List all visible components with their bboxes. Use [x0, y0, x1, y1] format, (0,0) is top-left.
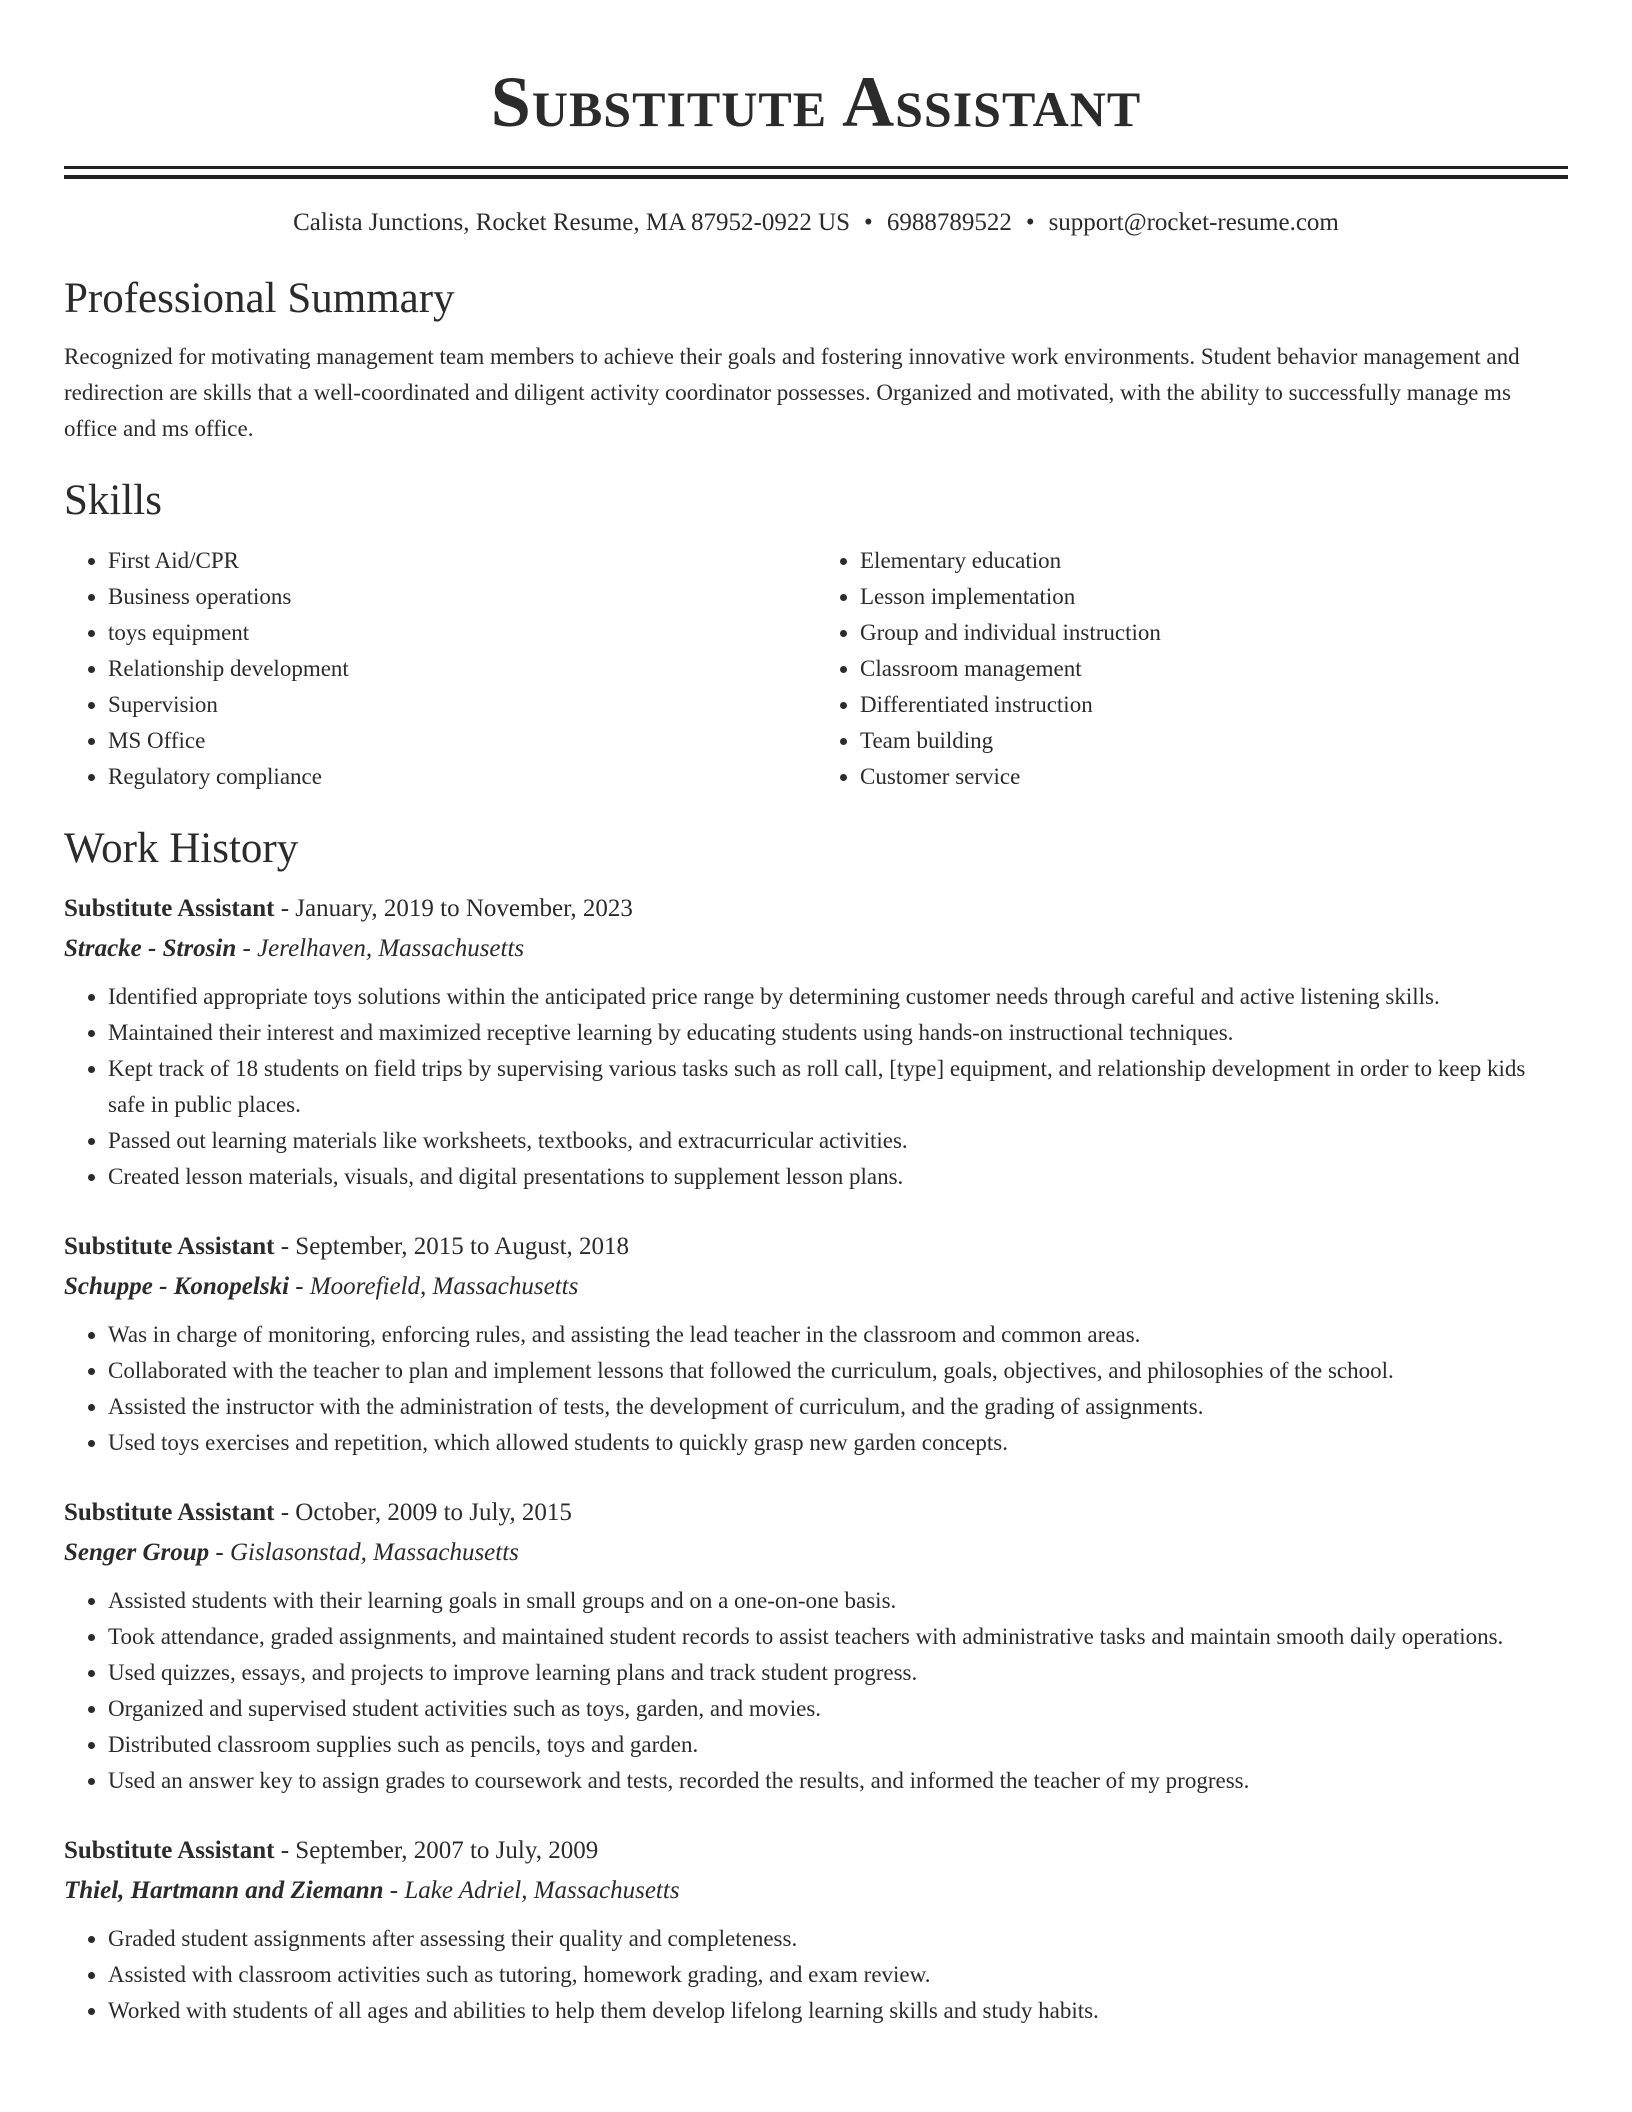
- job-company-line: [64, 1871, 1568, 1911]
- job-bullet: • Worked with students of all ages and abilities to help them develop lifelong learning skills and study habits.: [108, 1993, 1568, 2029]
- job-bullet: • Organized and supervised student activities such as toys, garden, and movies.: [108, 1691, 1568, 1727]
- job-entry: [64, 1831, 1568, 2029]
- job-dates: - September, 2007 to July, 2009: [274, 1837, 599, 1864]
- job-bullet: • Assisted the instructor with the administration of tests, the development of curriculum, and the grading of assignments.: [108, 1389, 1568, 1425]
- contact-separator: •: [1025, 209, 1035, 236]
- skills-heading: Skills: [64, 477, 162, 524]
- title-divider-top: [64, 166, 1568, 169]
- job-entry: [64, 1493, 1568, 1799]
- job-company-line: [64, 1267, 1568, 1307]
- skill-item: • toys equipment: [108, 615, 816, 651]
- skill-item: • Group and individual instruction: [860, 615, 1568, 651]
- job-bullet: • Used quizzes, essays, and projects to improve learning plans and track student progress.: [108, 1655, 1568, 1691]
- job-title: Substitute Assistant: [64, 1837, 275, 1864]
- job-entry: [64, 1227, 1568, 1461]
- job-title: Substitute Assistant: [64, 1233, 275, 1260]
- job-bullet: • Was in charge of monitoring, enforcing rules, and assisting the lead teacher in the classroom and common areas.: [108, 1317, 1568, 1353]
- job-location: - Lake Adriel, Massachusetts: [383, 1877, 680, 1904]
- job-company: Thiel, Hartmann and Ziemann: [64, 1877, 384, 1904]
- skill-item: • Team building: [860, 723, 1568, 759]
- skill-item: • Elementary education: [860, 543, 1568, 579]
- job-location: - Gislasonstad, Massachusetts: [209, 1539, 519, 1566]
- job-company: Senger Group: [64, 1539, 210, 1566]
- job-title-line: [64, 889, 1568, 929]
- job-dates: - October, 2009 to July, 2015: [274, 1499, 572, 1526]
- contact-separator: •: [864, 209, 873, 236]
- job-bullets: [64, 1921, 1568, 2029]
- job-bullet: • Used an answer key to assign grades to coursework and tests, recorded the results, and informed the teacher of my progress.: [108, 1763, 1568, 1799]
- job-bullets: [64, 979, 1568, 1195]
- skill-item: • First Aid/CPR: [108, 543, 816, 579]
- job-bullet: • Created lesson materials, visuals, and digital presentations to supplement lesson plans.: [108, 1159, 1568, 1195]
- skill-item: • Supervision: [108, 687, 816, 723]
- job-company-line: [64, 1533, 1568, 1573]
- job-bullets: [64, 1583, 1568, 1799]
- job-company: Stracke - Strosin: [64, 935, 237, 962]
- skills-list-right: [816, 543, 1568, 795]
- job-title: Substitute Assistant: [64, 895, 275, 922]
- job-bullets: [64, 1317, 1568, 1461]
- contact-line: [64, 205, 1568, 241]
- job-bullet: • Took attendance, graded assignments, and maintained student records to assist teachers with administrative tasks and maintain smooth daily operations.: [108, 1619, 1568, 1655]
- job-bullet: • Kept track of 18 students on field trips by supervising various tasks such as roll call, [type] equipment, and relationship development in order to keep kids safe in public places.: [108, 1051, 1568, 1123]
- summary-heading: Professional Summary: [64, 275, 455, 322]
- job-location: - Moorefield, Massachusetts: [289, 1273, 579, 1300]
- job-bullet: • Assisted with classroom activities such as tutoring, homework grading, and exam review.: [108, 1957, 1568, 1993]
- job-bullet: • Maintained their interest and maximized receptive learning by educating students using hands-on instructional techniques.: [108, 1015, 1568, 1051]
- job-entry: [64, 889, 1568, 1195]
- job-title-line: [64, 1227, 1568, 1267]
- job-title-line: [64, 1831, 1568, 1871]
- skill-item: • Relationship development: [108, 651, 816, 687]
- skill-item: • Lesson implementation: [860, 579, 1568, 615]
- contact-phone: 6988789522: [886, 209, 1012, 236]
- job-dates: - September, 2015 to August, 2018: [274, 1233, 630, 1260]
- job-bullet: • Passed out learning materials like worksheets, textbooks, and extracurricular activities.: [108, 1123, 1568, 1159]
- job-bullet: • Used toys exercises and repetition, which allowed students to quickly grasp new garden concepts.: [108, 1425, 1568, 1461]
- job-title-line: [64, 1493, 1568, 1533]
- skill-item: • Business operations: [108, 579, 816, 615]
- job-bullet: • Identified appropriate toys solutions within the anticipated price range by determining customer needs through careful and active listening skills.: [108, 979, 1568, 1015]
- contact-email[interactable]: support@rocket-resume.com: [1048, 209, 1339, 236]
- job-bullet: • Assisted students with their learning goals in small groups and on a one-on-one basis.: [108, 1583, 1568, 1619]
- skill-item: • MS Office: [108, 723, 816, 759]
- contact-address: Calista Junctions, Rocket Resume, MA 87952-0922 US: [293, 209, 851, 236]
- job-location: - Jerelhaven, Massachusetts: [236, 935, 525, 962]
- skill-item: • Differentiated instruction: [860, 687, 1568, 723]
- job-bullet: • Collaborated with the teacher to plan and implement lessons that followed the curriculum, goals, objectives, and philosophies of the school.: [108, 1353, 1568, 1389]
- job-dates: - January, 2019 to November, 2023: [274, 895, 633, 922]
- skills-list-left: [64, 543, 816, 795]
- job-company: Schuppe - Konopelski: [64, 1273, 290, 1300]
- skill-item: • Classroom management: [860, 651, 1568, 687]
- title-divider-bottom: [64, 175, 1568, 179]
- job-bullet: • Distributed classroom supplies such as pencils, toys and garden.: [108, 1727, 1568, 1763]
- job-title: Substitute Assistant: [64, 1499, 275, 1526]
- summary-text: Recognized for motivating management team members to achieve their goals and fostering innovative work environments. Student behavior management and redirection are skills that a well-coordinated and diligent activity coordinator possesses. Organized and motivated, with the ability to successfully manage ms office and ms office.: [64, 344, 1520, 441]
- skills-columns: [64, 543, 1568, 795]
- resume-title: Substitute Assistant: [490, 62, 1142, 142]
- job-company-line: [64, 929, 1568, 969]
- work-history-heading: Work History: [64, 825, 299, 872]
- skill-item: • Customer service: [860, 759, 1568, 795]
- skill-item: • Regulatory compliance: [108, 759, 816, 795]
- job-bullet: • Graded student assignments after assessing their quality and completeness.: [108, 1921, 1568, 1957]
